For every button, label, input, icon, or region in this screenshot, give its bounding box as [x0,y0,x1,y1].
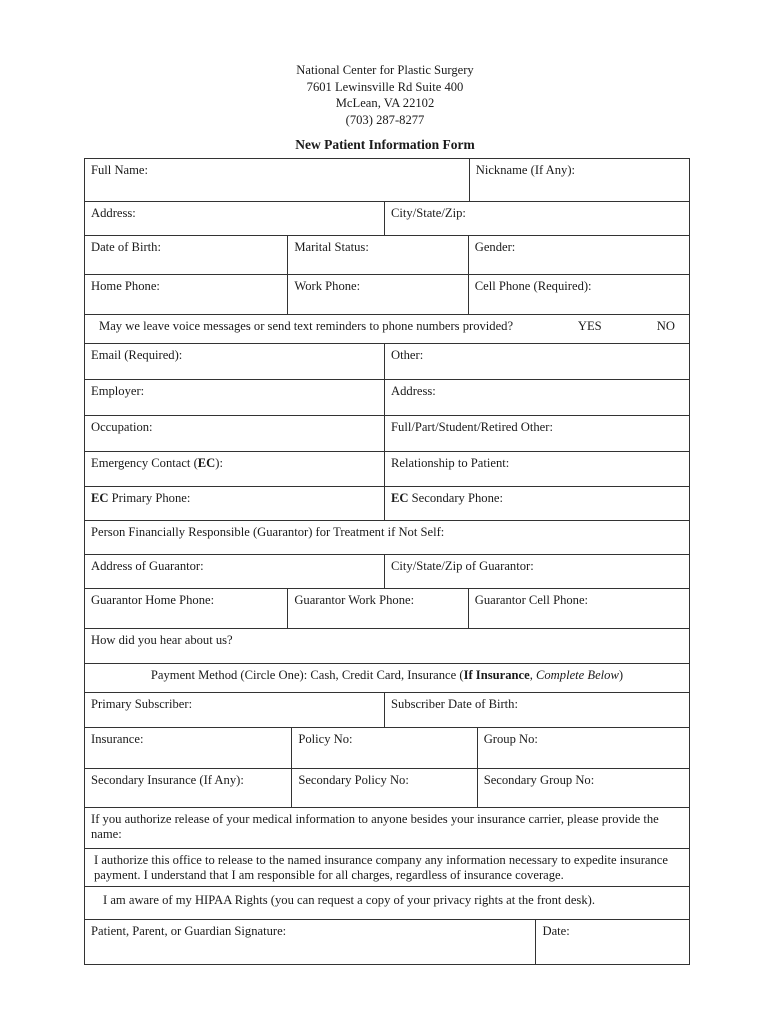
signature-label: Patient, Parent, or Guardian Signature: [91,924,287,938]
emergency-contact-field[interactable] [85,452,384,486]
hipaa-text: I am aware of my HIPAA Rights (you can request a copy of your privacy rights at the front desk). [103,893,595,907]
guarantor-address-field[interactable] [85,555,384,588]
ec-secondary-phone-field[interactable] [384,487,689,520]
form-row-hipaa [85,886,689,919]
email-label: Email (Required): [91,348,183,362]
occupation-field[interactable] [85,416,384,451]
employer-address-field[interactable] [384,380,689,415]
form-row-guarantor-address [85,554,689,588]
form-row-secondary-insurance [85,768,689,807]
form-row-voice-messages [85,314,689,343]
payment-close-paren: ) [618,668,624,682]
city-state-zip-field[interactable] [384,202,689,235]
practice-phone: (703) 287-8277 [345,112,425,127]
form-row-payment-method [85,663,689,692]
nickname-label: Nickname (If Any): [475,163,576,177]
secondary-insurance-field[interactable] [85,769,291,807]
address-field[interactable] [85,202,384,235]
cell-phone-label: Cell Phone (Required): [474,279,592,293]
payment-if-insurance: If Insurance [463,668,530,682]
payment-method-label: Payment Method (Circle One): Cash, Credit Card, Insurance ( [150,668,464,682]
marital-status-label: Marital Status: [294,240,369,254]
employment-status-field[interactable] [384,416,689,451]
guarantor-cell-phone-label: Guarantor Cell Phone: [474,593,589,607]
occupation-label: Occupation: [91,420,153,434]
policy-no-field[interactable] [291,728,476,768]
other-field[interactable] [384,344,689,379]
ec-abbrev: EC [197,456,216,470]
group-no-field[interactable] [477,728,689,768]
secondary-policy-label: Secondary Policy No: [298,773,409,787]
secondary-group-field[interactable] [477,769,689,807]
signature-field[interactable] [85,920,535,964]
form-row-personal [85,235,689,274]
insurance-authorization [85,849,689,886]
practice-name: National Center for Plastic Surgery [296,63,474,77]
ec-abbrev: EC [391,491,409,505]
voice-no-option[interactable]: NO [656,319,675,333]
release-authorization-field[interactable] [85,808,689,848]
work-phone-field[interactable] [287,275,467,314]
form-row-authorize [85,848,689,886]
city-state-zip-label: City/State/Zip: [391,206,466,220]
hipaa-acknowledgement [85,887,689,919]
form-row-release [85,807,689,848]
secondary-group-label: Secondary Group No: [483,773,595,787]
cell-phone-field[interactable] [468,275,689,314]
guarantor-work-phone-label: Guarantor Work Phone: [294,593,415,607]
ec-secondary-phone-label: Secondary Phone: [408,491,503,505]
dob-field[interactable] [85,236,287,274]
form-row-phones [85,274,689,314]
nickname-field[interactable] [469,159,689,201]
guarantor-home-phone-label: Guarantor Home Phone: [91,593,215,607]
guarantor-field[interactable] [85,521,689,554]
form-row-signature [85,919,689,964]
guarantor-work-phone-field[interactable] [287,589,467,628]
voice-message-question: May we leave voice messages or send text reminders to phone numbers provided? [99,319,514,333]
form-row-occupation [85,415,689,451]
group-no-label: Group No: [483,732,538,746]
ec-primary-phone-label: Primary Phone: [108,491,191,505]
address-label: Address: [91,206,136,220]
form-row-subscriber [85,692,689,727]
release-authorization-text: If you authorize release of your medical information to anyone besides your insurance carrier, please provide the name: [91,812,659,841]
primary-subscriber-label: Primary Subscriber: [91,697,193,711]
payment-complete-below: Complete Below [535,668,619,682]
subscriber-dob-field[interactable] [384,693,689,727]
secondary-policy-field[interactable] [291,769,476,807]
voice-message-consent [85,315,689,343]
emergency-contact-label-start: Emergency Contact ( [91,456,198,470]
practice-address-line2: McLean, VA 22102 [335,96,435,110]
ec-primary-phone-field[interactable] [85,487,384,520]
date-label: Date: [542,924,570,938]
employer-field[interactable] [85,380,384,415]
form-row-ec-phones [85,486,689,520]
form-row-guarantor-phones [85,588,689,628]
work-phone-label: Work Phone: [294,279,361,293]
primary-subscriber-field[interactable] [85,693,384,727]
subscriber-dob-label: Subscriber Date of Birth: [391,697,518,711]
full-name-field[interactable] [85,159,469,201]
emergency-contact-label-end: ): [215,456,223,470]
form-title: New Patient Information Form [295,137,475,152]
guarantor-city-label: City/State/Zip of Guarantor: [391,559,534,573]
payment-comma: , [529,668,536,682]
form-row-insurance [85,727,689,768]
secondary-insurance-label: Secondary Insurance (If Any): [91,773,244,787]
practice-address-line1: 7601 Lewinsville Rd Suite 400 [306,79,464,94]
home-phone-label: Home Phone: [91,279,160,293]
dob-label: Date of Birth: [91,240,161,254]
guarantor-home-phone-field[interactable] [85,589,287,628]
guarantor-cell-phone-field[interactable] [468,589,689,628]
employer-label: Employer: [91,384,145,398]
form-row-referral [85,628,689,663]
policy-no-label: Policy No: [298,732,353,746]
referral-source-label: How did you hear about us? [91,633,233,647]
ec-abbrev: EC [91,491,109,505]
form-row-employer [85,379,689,415]
insurance-label: Insurance: [91,732,144,746]
relationship-field[interactable] [384,452,689,486]
form-row-address [85,201,689,235]
gender-field[interactable] [468,236,689,274]
email-field[interactable] [85,344,384,379]
payment-method [85,664,689,692]
practice-header [0,62,770,128]
patient-info-form [84,158,690,965]
form-row-guarantor [85,520,689,554]
guarantor-city-field[interactable] [384,555,689,588]
gender-label: Gender: [474,240,516,254]
relationship-label: Relationship to Patient: [391,456,510,470]
referral-source-field[interactable] [85,629,689,663]
form-row-name [85,159,689,201]
employer-address-label: Address: [391,384,436,398]
form-row-email [85,343,689,379]
other-label: Other: [391,348,424,362]
date-field[interactable] [535,920,689,964]
voice-yes-option[interactable]: YES [577,319,602,333]
employment-status-label: Full/Part/Student/Retired Other: [391,420,553,434]
form-row-emergency-contact [85,451,689,486]
home-phone-field[interactable] [85,275,287,314]
marital-status-field[interactable] [287,236,467,274]
guarantor-label: Person Financially Responsible (Guarantor) for Treatment if Not Self: [91,525,445,539]
guarantor-address-label: Address of Guarantor: [91,559,204,573]
insurance-authorization-text: I authorize this office to release to the named insurance company any information necessary to expedite insurance payment. I understand that I am responsible for all charges, regardless of insurance coverage. [94,853,668,882]
insurance-field[interactable] [85,728,291,768]
full-name-label: Full Name: [91,163,149,177]
